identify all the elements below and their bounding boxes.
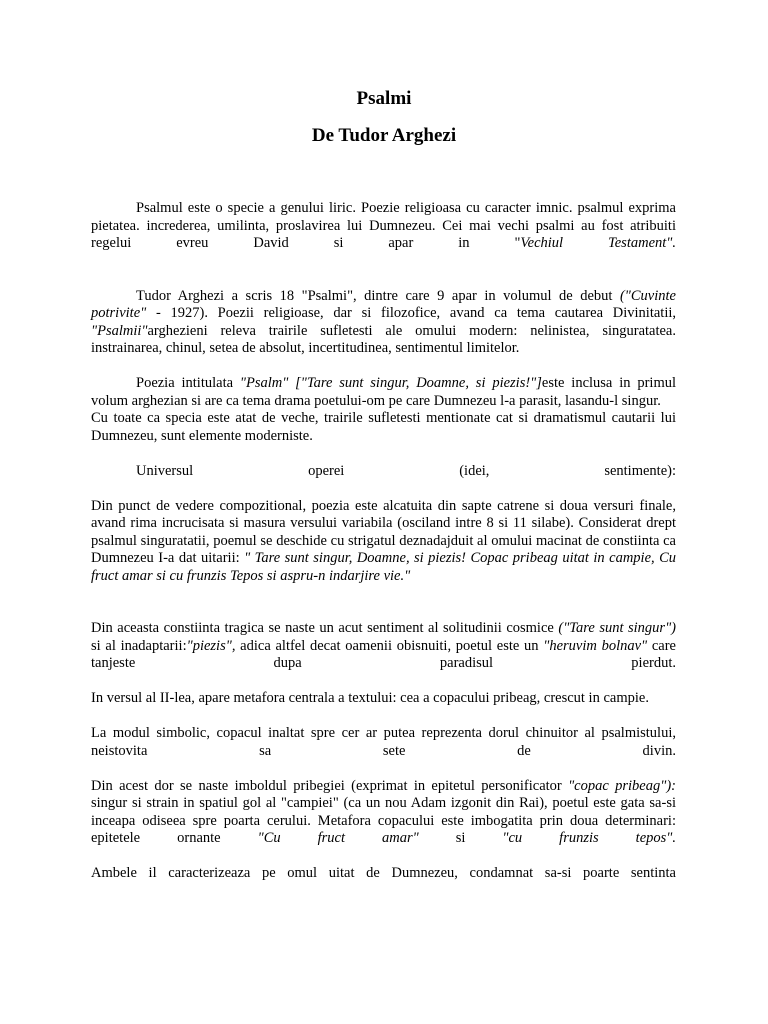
emphasis-text: "piezis", [186, 637, 236, 654]
paragraph-composition [91, 498, 676, 586]
paragraph-text: si [418, 830, 503, 846]
paragraph-text: care tanjeste dupa paradisul pierdut. [91, 637, 676, 671]
emphasis-text: "Psalmii" [91, 322, 148, 339]
emphasis-text: ("Tare sunt singur") [558, 620, 676, 636]
paragraph-text: singur si strain in spatiul gol al "campiei" (ca un nou Adam izgonit din Rai), poetul este gata sa-si inceapa odiseea spre poarta cerului. Metafora copacului este imbogatita prin doua determinari: epitetele ornante [91, 795, 676, 846]
paragraph-text: este inclusa in primul volum arghezian si are ca tema drama poetului-om pe care Dumnezeu l-a parasit, lasandu-l singur. [91, 375, 676, 409]
paragraph-text: Din aceasta constiinta tragica se naste un acut sentiment al solitudinii cosmice [91, 620, 559, 636]
emphasis-text: "copac pribeag"): [568, 777, 676, 794]
paragraph-central-metaphor: In versul al II-lea, apare metafora centrala a textului: cea a copacului pribeag, crescut in campie. [91, 690, 649, 706]
paragraph-wandering [91, 778, 676, 848]
emphasis-text: "Psalm" ["Tare sunt singur, Doamne, si piezis!"] [239, 375, 542, 391]
document-body [91, 200, 676, 900]
paragraph-solitude [91, 620, 676, 673]
poem-quote: " Tare sunt singur, Doamne, si piezis! Copac pribeag uitat in campie, Cu fruct amar si cu frunzis Tepos si aspru-n indarjire vie." [91, 550, 677, 584]
paragraph-text: si al inadaptarii: [91, 637, 187, 654]
paragraph-text: Poezia intitulata [136, 375, 240, 391]
paragraph-text: Din acest dor se naste imboldul pribegiei (exprimat in epitetul personificator [91, 777, 569, 794]
document-author: De Tudor Arghezi [311, 125, 457, 146]
paragraph-arghezi-psalms [91, 288, 676, 358]
paragraph-text: Din punct de vedere compozitional, poezia este alcatuita din sapte catrene si doua versuri finale, avand rima incrucisata si masura versului variabila (osciland intre 8 si 11 silabe). Considerat drept psalmul singuratatii, poemul se deschide cu strigatul deznadajduit al omului macinat de constiinta ca Dumnezeu I-a dat uitarii: [91, 497, 676, 566]
paragraph-text: arghezieni releva trairile sufletesti ale omului modern: nelinistea, singuratatea. instrainarea, chinul, setea de absolut, incertitudinea, sentimentul limitelor. [91, 322, 676, 356]
paragraph-symbolic-tree: La modul simbolic, copacul inaltat spre cer ar putea reprezenta dorul chinuitor al psalmistului, neistovita sa sete de divin. [91, 725, 676, 759]
document-title: Psalmi [356, 88, 412, 109]
paragraph-text: Tudor Arghezi a scris 18 "Psalmi", dintre care 9 apar in volumul de debut [136, 287, 620, 304]
section-heading-universe: Universul operei (idei, sentimente): [136, 462, 676, 479]
paragraph-poem-intro [91, 375, 676, 445]
emphasis-text: "Cu fruct amar" [257, 830, 419, 846]
emphasis-text: "heruvim bolnav" [543, 637, 648, 654]
paragraph-text: Cu toate ca specia este atat de veche, trairile sufletesti mentionate cat si dramatismul cautarii lui Dumnezeu, sunt elemente moderniste. [91, 410, 676, 444]
paragraph-text: Psalmul este o specie a genului liric. Poezie religioasa cu caracter imnic. psalmul exprima pietatea. increderea, umilinta, proslavirea lui Dumnezeu. Cei mai vechi psalmi au fost atribuiti regelui evreu David si apar in " [91, 200, 676, 251]
emphasis-text: Vechiul Testament". [520, 235, 677, 251]
paragraph-text: adica altfel decat oamenii obisnuiti, poetul este un [235, 637, 544, 654]
emphasis-text: ("Cuvinte potrivite" - [91, 287, 676, 321]
paragraph-psalm-definition [91, 200, 676, 253]
paragraph-condemned: Ambele il caracterizeaza pe omul uitat de Dumnezeu, condamnat sa-si poarte sentinta [91, 865, 676, 881]
emphasis-text: "cu frunzis tepos". [502, 830, 676, 846]
paragraph-text: 1927). Poezii religioase, dar si filozofice, avand ca tema cautarea Divinitatii, [160, 305, 676, 321]
